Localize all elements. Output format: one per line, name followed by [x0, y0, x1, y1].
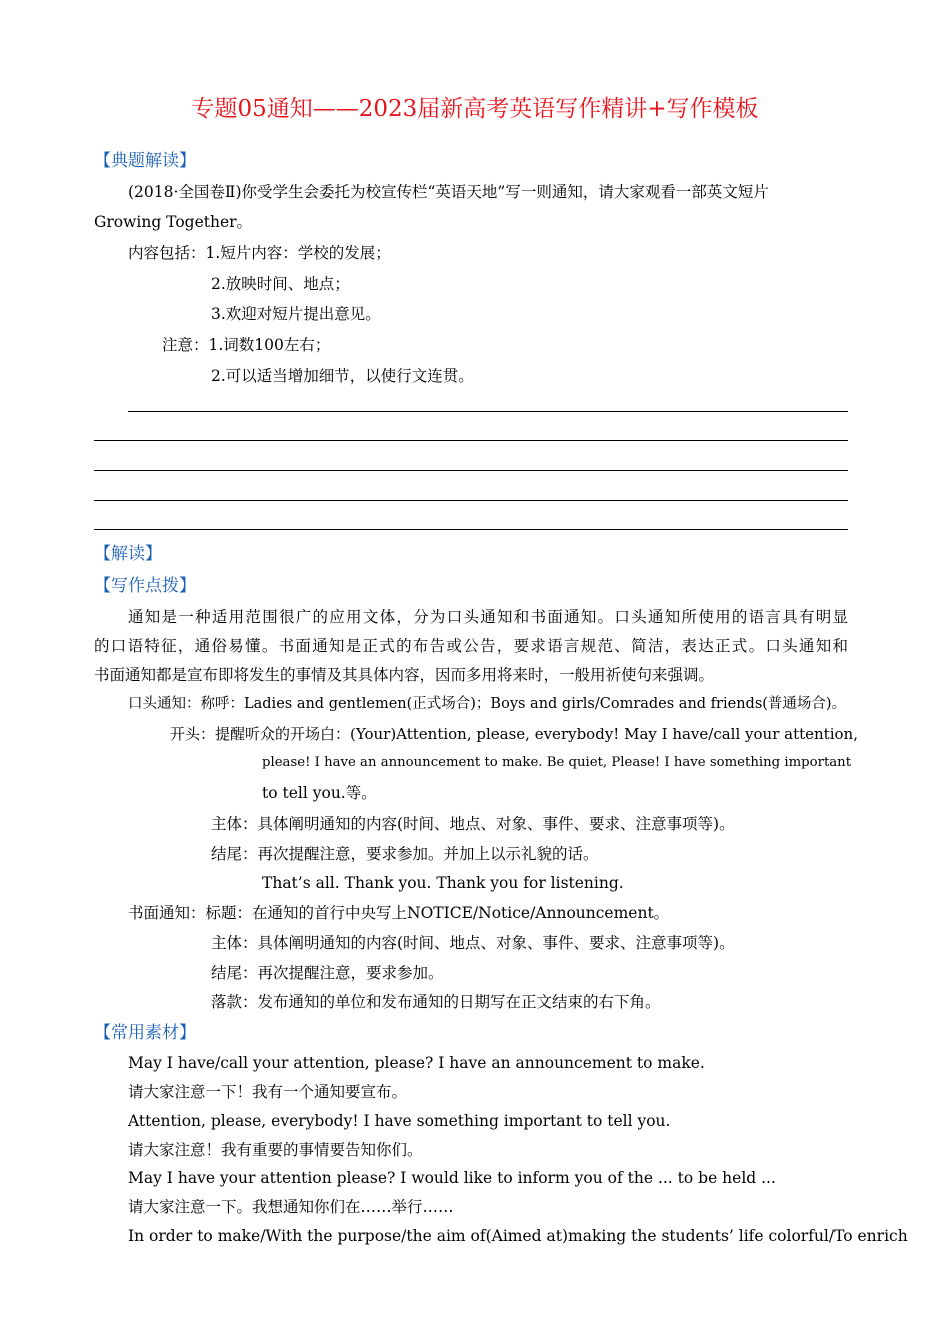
task-line-1: (2018·全国卷Ⅱ)你受学生会委托为校宣传栏“英语天地”写一则通知，请大家观看一部英文短片: [128, 183, 769, 201]
answer-line: [94, 470, 848, 471]
task-note-label: 注意：1.词数100左右；: [162, 336, 331, 354]
material-line: 请大家注意一下。我想通知你们在……举行……: [128, 1198, 454, 1216]
answer-line: [128, 411, 848, 412]
written-notice-title: 书面通知：标题：在通知的首行中央写上NOTICE/Notice/Announcement。: [128, 904, 670, 922]
section-heading-materials: 【常用素材】: [94, 1023, 196, 1043]
oral-notice-opening: 开头：提醒听众的开场白：(Your)Attention, please, everybody! May I have/call your attention,: [170, 725, 858, 743]
section-heading-typical: 【典题解读】: [94, 151, 196, 171]
task-content-2: 2.放映时间、地点；: [211, 275, 350, 293]
task-content-label: 内容包括：1.短片内容：学校的发展；: [128, 244, 391, 262]
written-notice-signature: 落款：发布通知的单位和发布通知的日期写在正文结束的右下角。: [211, 993, 661, 1011]
written-notice-ending: 结尾：再次提醒注意，要求参加。: [211, 964, 444, 982]
oral-notice-opening-cont: to tell you.等。: [262, 784, 377, 802]
page-title: 专题05通知——2023届新高考英语写作精讲+写作模板: [191, 96, 759, 122]
task-note-2: 2.可以适当增加细节，以使行文连贯。: [211, 367, 474, 385]
answer-line: [94, 529, 848, 530]
task-content-3: 3.欢迎对短片提出意见。: [211, 305, 381, 323]
section-heading-tips: 【写作点拨】: [94, 576, 196, 596]
material-line: May I have your attention please? I would like to inform you of the ... to be held ...: [128, 1169, 776, 1187]
task-line-2: Growing Together。: [94, 213, 253, 231]
oral-notice-ending-cont: That’s all. Thank you. Thank you for listening.: [262, 874, 624, 892]
answer-line: [94, 500, 848, 501]
oral-notice-body: 主体：具体阐明通知的内容(时间、地点、对象、事件、要求、注意事项等)。: [211, 815, 735, 833]
section-heading-analysis: 【解读】: [94, 544, 162, 564]
material-line: In order to make/With the purpose/the aim of(Aimed at)making the students’ life colorful/To enrich: [128, 1227, 908, 1245]
tips-paragraph-line: 的口语特征，通俗易懂。书面通知是正式的布告或公告，要求语言规范、简洁，表达正式。口头通知和: [94, 637, 848, 655]
material-line: Attention, please, everybody! I have something important to tell you.: [128, 1112, 671, 1130]
oral-notice-opening-cont: please! I have an announcement to make. Be quiet, Please! I have something important: [262, 755, 852, 770]
written-notice-body: 主体：具体阐明通知的内容(时间、地点、对象、事件、要求、注意事项等)。: [211, 934, 735, 952]
material-line: 请大家注意一下！我有一个通知要宣布。: [128, 1083, 408, 1101]
tips-paragraph-line: 通知是一种适用范围很广的应用文体，分为口头通知和书面通知。口头通知所使用的语言具有明显: [128, 608, 848, 626]
answer-line: [94, 440, 848, 441]
material-line: May I have/call your attention, please? I have an announcement to make.: [128, 1054, 705, 1072]
tips-paragraph-line: 书面通知都是宣布即将发生的事情及其具体内容，因而多用将来时，一般用祈使句来强调。: [94, 666, 715, 684]
oral-notice-salutation: 口头通知：称呼：Ladies and gentlemen(正式场合)；Boys and girls/Comrades and friends(普通场合)。: [128, 696, 847, 712]
oral-notice-ending: 结尾：再次提醒注意，要求参加。并加上以示礼貌的话。: [211, 845, 599, 863]
material-line: 请大家注意！我有重要的事情要告知你们。: [128, 1141, 423, 1159]
